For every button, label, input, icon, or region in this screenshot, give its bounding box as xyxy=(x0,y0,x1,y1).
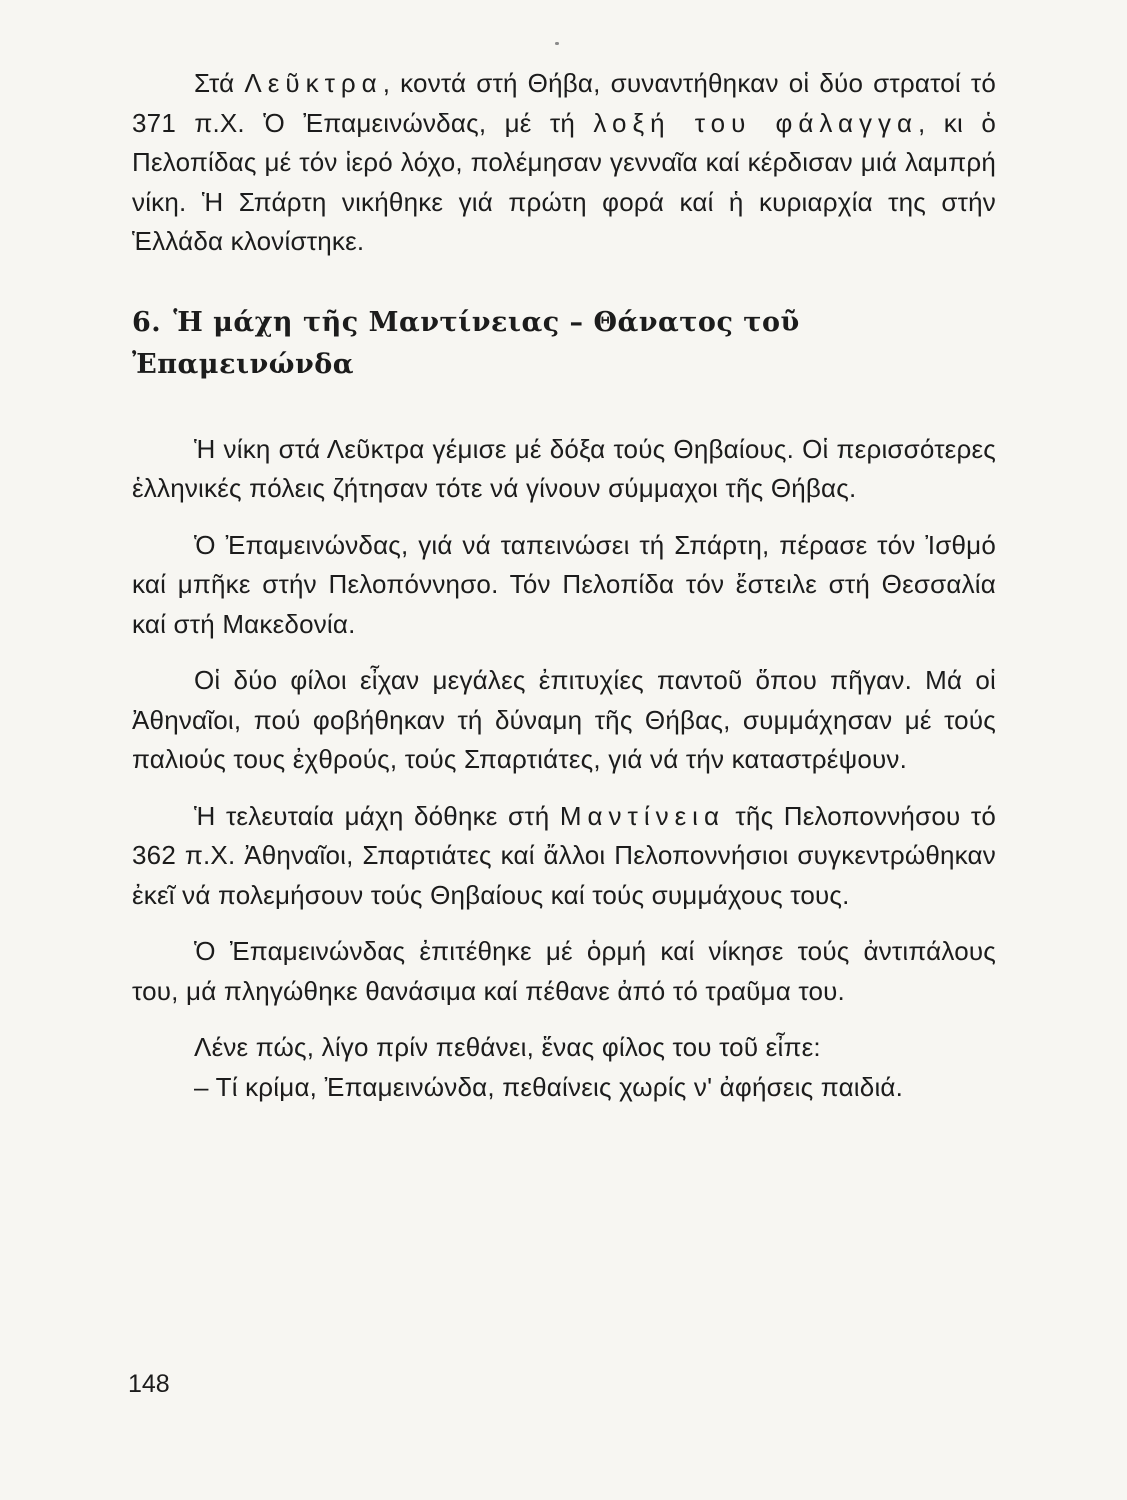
paragraph-text: τῆς Πελοποννήσου τό 362 π.Χ. Ἀθηναῖοι, Σπαρτιάτες καί ἄλλοι Πελοποννήσιοι συγκεντρώθηκαν ἐκεῖ νά πολεμήσουν τούς Θηβαίους καί τούς συμμάχους τους. xyxy=(132,800,996,910)
print-speck xyxy=(555,42,559,45)
paragraph-epaminondas-death: Ὁ Ἐπαμεινώνδας ἐπιτέθηκε μέ ὁρμή καί νίκησε τούς ἀντιπάλους του, μά πληγώθηκε θανάσιμα καί πέθανε ἀπό τό τραῦμα του. xyxy=(132,936,996,1006)
paragraph-text: , κοντά στή Θήβα, συναντήθηκαν οἱ δύο στρατοί τό 371 π.Χ. Ὁ Ἐπαμεινώνδας, μέ τή xyxy=(132,68,996,138)
paragraph-peloponnese-campaign: Ὁ Ἐπαμεινώνδας, γιά νά ταπεινώσει τή Σπάρτη, πέρασε τόν Ἰσθμό καί μπῆκε στήν Πελοπόννησο. Τόν Πελοπίδα τόν ἔστειλε στή Θεσσαλία καί στή Μακεδονία. xyxy=(132,529,996,639)
paragraph-mantineia-battle xyxy=(132,797,996,916)
section-title: Ἡ μάχη τῆς Μαντίνειας – Θάνατος τοῦ Ἐπαμεινώνδα xyxy=(132,306,800,380)
section-heading xyxy=(132,302,996,386)
spaced-term-leuktra: Λεῦκτρα xyxy=(244,68,383,98)
spaced-term-mantineia: Μαντίνεια xyxy=(559,800,725,831)
paragraph-quote: – Τί κρίμα, Ἐπαμεινώνδα, πεθαίνεις χωρίς ν' ἀφήσεις παιδιά. xyxy=(194,1071,904,1102)
paragraph-text: , κι ὁ Πελοπίδας μέ τόν ἱερό λόχο, πολέμησαν γενναῖα καί κέρδισαν μιά λαμπρή νίκη. Ἡ Σπάρτη νικήθηκε γιά πρώτη φορά καί ἡ κυριαρχία της στήν Ἑλλάδα κλονίστηκε. xyxy=(132,107,996,256)
page-body xyxy=(132,64,996,1464)
paragraph-leuktra-battle xyxy=(132,64,996,262)
spaced-term-oblique-phalanx: λοξή του φάλαγγα xyxy=(593,107,919,138)
paragraph-text: Ἡ τελευταία μάχη δόθηκε στή xyxy=(194,800,560,831)
page-number: 148 xyxy=(128,1370,170,1398)
paragraph-friend-words: Λένε πώς, λίγο πρίν πεθάνει, ἕνας φίλος του τοῦ εἶπε: xyxy=(194,1032,821,1062)
section-number: 6. xyxy=(132,306,162,338)
paragraph-theban-glory: Ἡ νίκη στά Λεῦκτρα γέμισε μέ δόξα τούς Θηβαίους. Οἱ περισσότερες ἑλληνικές πόλεις ζήτησαν τότε νά γίνουν σύμμαχοι τῆς Θήβας. xyxy=(132,433,996,503)
paragraph-text: Στά xyxy=(194,68,245,98)
paragraph-athenian-alliance: Οἱ δύο φίλοι εἶχαν μεγάλες ἐπιτυχίες παντοῦ ὅπου πῆγαν. Μά οἱ Ἀθηναῖοι, πού φοβήθηκαν τή δύναμη τῆς Θήβας, συμμάχησαν μέ τούς παλιούς τους ἐχθρούς, τούς Σπαρτιάτες, γιά νά τήν καταστρέψουν. xyxy=(132,665,996,774)
